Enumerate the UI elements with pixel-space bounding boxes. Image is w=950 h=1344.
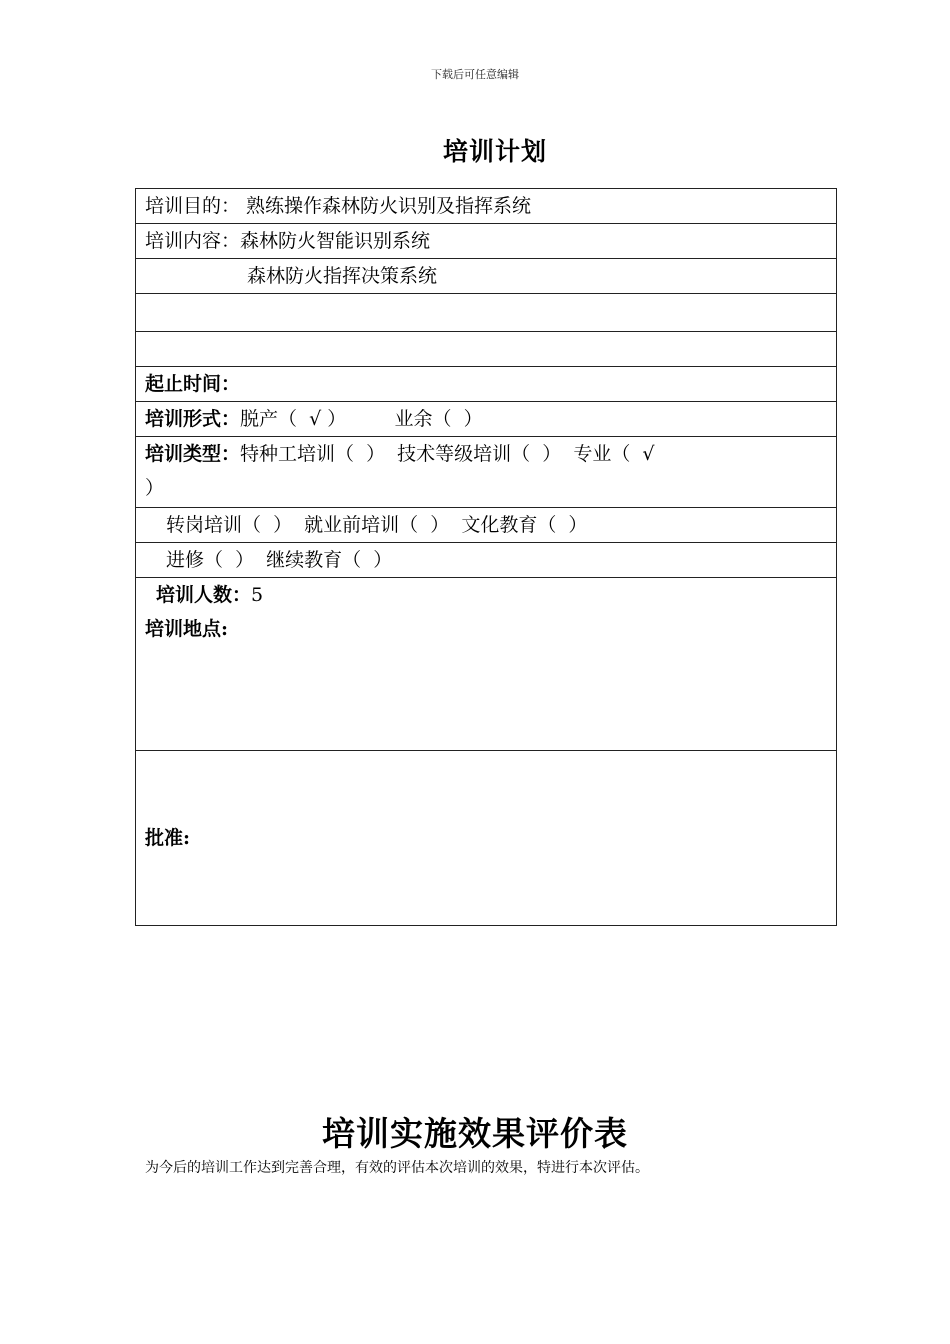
page-header: 下载后可任意编辑 — [431, 68, 519, 81]
goal-cell — [136, 189, 837, 224]
training-plan-table — [135, 188, 837, 926]
approve-cell — [136, 751, 837, 926]
type-cell-2 — [136, 508, 837, 543]
table-row — [136, 332, 837, 367]
type-line-1-close: ） — [145, 477, 165, 499]
type-cell-3 — [136, 543, 837, 578]
period-cell — [136, 367, 837, 402]
content-item-1: 森林防火智能识别系统 — [240, 230, 431, 252]
evaluation-title: 培训实施效果评价表 — [322, 1114, 628, 1153]
type-label: 培训类型： — [145, 443, 241, 465]
period-label: 起止时间： — [145, 373, 241, 395]
table-row — [136, 751, 837, 926]
content-cell — [136, 224, 837, 259]
type-line-2: 转岗培训（ ） 就业前培训（ ） 文化教育（ ） — [166, 514, 588, 536]
form-label: 培训形式： — [145, 408, 241, 430]
table-row — [136, 508, 837, 543]
table-row — [136, 259, 837, 294]
count-value: 5 — [251, 584, 264, 606]
place-label: 培训地点: — [145, 618, 229, 640]
form-cell — [136, 402, 837, 437]
count-place-cell — [136, 578, 837, 751]
content-label: 培训内容： — [145, 230, 241, 252]
form-options: 脱产（ √ ） 业余（ ） — [240, 408, 483, 430]
table-row — [136, 437, 837, 508]
table-row — [136, 578, 837, 751]
table-row — [136, 402, 837, 437]
content-item-2: 森林防火指挥决策系统 — [247, 265, 438, 287]
type-line-1: 特种工培训（ ） 技术等级培训（ ） 专业（ √ — [240, 443, 655, 465]
approve-label: 批准: — [145, 827, 191, 849]
content-cell-2 — [136, 259, 837, 294]
table-row — [136, 224, 837, 259]
type-cell — [136, 437, 837, 508]
type-line-3: 进修（ ） 继续教育（ ） — [166, 549, 393, 571]
table-row — [136, 543, 837, 578]
page-title: 培训计划 — [442, 137, 547, 166]
table-row — [136, 367, 837, 402]
goal-text: 培训目的： 熟练操作森林防火识别及指挥系统 — [145, 195, 532, 217]
empty-cell — [136, 332, 837, 367]
empty-cell — [136, 294, 837, 332]
count-label: 培训人数： — [156, 584, 252, 606]
table-row — [136, 294, 837, 332]
table-row — [136, 189, 837, 224]
evaluation-note: 为今后的培训工作达到完善合理，有效的评估本次培训的效果，特进行本次评估。 — [145, 1160, 649, 1176]
